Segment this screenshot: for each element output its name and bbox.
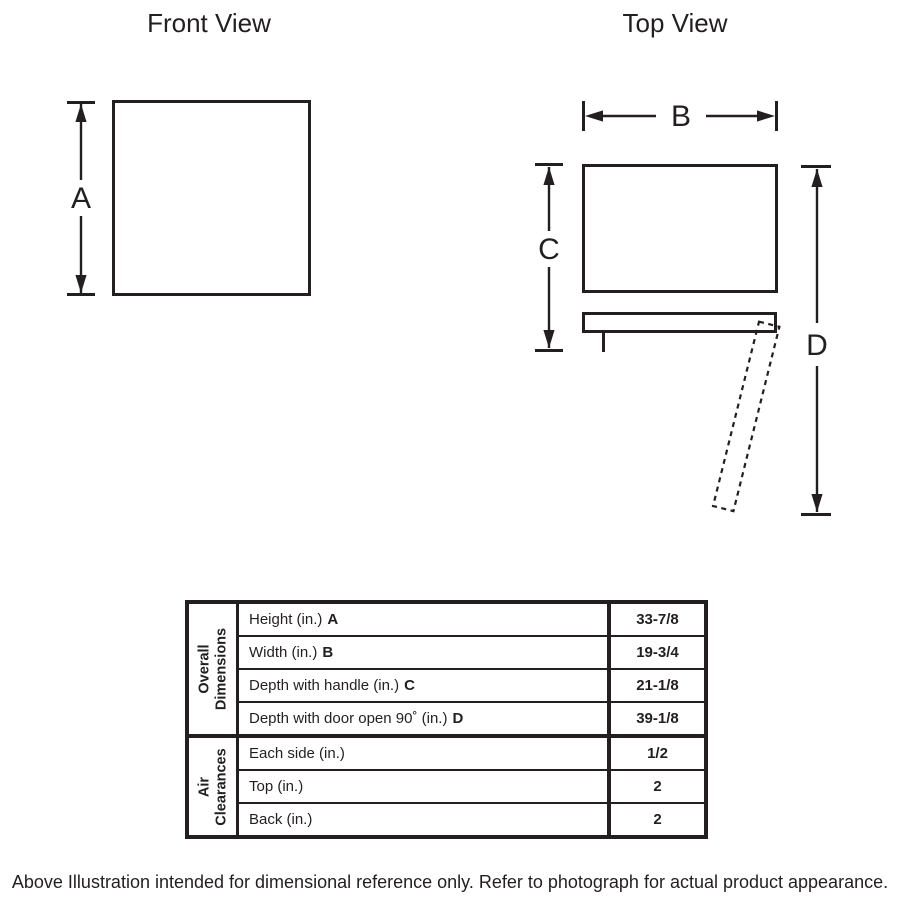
row-label bbox=[239, 670, 607, 701]
top-view-title: Top View bbox=[622, 8, 728, 38]
table-row bbox=[239, 802, 704, 835]
row-label bbox=[239, 738, 607, 769]
dim-label-d: D bbox=[806, 329, 828, 362]
top-view-door-open-dashed bbox=[713, 322, 779, 511]
table-row bbox=[239, 769, 704, 802]
row-label bbox=[239, 604, 607, 635]
table-row bbox=[239, 701, 704, 734]
air-clearances-rows bbox=[239, 738, 704, 835]
front-view-cabinet-outline bbox=[114, 102, 310, 295]
dim-label-a: A bbox=[70, 182, 92, 215]
row-value: 2 bbox=[607, 804, 704, 835]
row-key-letter: B bbox=[322, 644, 334, 661]
row-value: 1/2 bbox=[607, 738, 704, 769]
overall-dimensions-header-label: Overall Dimensions bbox=[195, 627, 229, 711]
overall-dimensions-section bbox=[189, 604, 704, 734]
row-key-letter: D bbox=[452, 710, 464, 727]
table-row bbox=[239, 635, 704, 668]
dim-label-c: C bbox=[538, 233, 560, 266]
row-label bbox=[239, 703, 607, 734]
row-label bbox=[239, 804, 607, 835]
dim-arrow-c bbox=[535, 165, 563, 351]
table-row bbox=[239, 604, 704, 635]
dim-arrow-b bbox=[584, 100, 777, 133]
row-value: 19-3/4 bbox=[607, 637, 704, 668]
dim-label-b: B bbox=[670, 100, 692, 133]
overall-dimensions-header bbox=[189, 604, 239, 734]
row-value: 21-1/8 bbox=[607, 670, 704, 701]
dimensions-table bbox=[185, 600, 708, 839]
row-label bbox=[239, 771, 607, 802]
air-clearances-header-label: Air Clearances bbox=[195, 747, 229, 826]
row-value: 2 bbox=[607, 771, 704, 802]
air-clearances-section bbox=[189, 734, 704, 835]
row-label-text: Height (in.) bbox=[249, 611, 323, 628]
footnote-text: Above Illustration intended for dimensional reference only. Refer to photograph for actual product appearance. bbox=[11, 872, 889, 892]
dim-arrow-d bbox=[801, 167, 831, 515]
dim-arrow-a bbox=[67, 103, 95, 295]
row-label-text: Depth with door open 90˚ (in.) bbox=[249, 710, 448, 727]
row-key-letter: A bbox=[327, 611, 339, 628]
top-view-cabinet-outline bbox=[584, 166, 777, 292]
row-key-letter: C bbox=[404, 677, 415, 694]
air-clearances-header bbox=[189, 738, 239, 835]
row-label bbox=[239, 637, 607, 668]
row-label-text: Width (in.) bbox=[249, 644, 318, 661]
row-label-text: Each side (in.) bbox=[249, 745, 345, 762]
top-view-door-closed bbox=[584, 314, 776, 332]
front-view-title: Front View bbox=[147, 8, 271, 38]
row-value: 33-7/8 bbox=[607, 604, 704, 635]
table-row bbox=[239, 738, 704, 769]
row-label-text: Top (in.) bbox=[249, 778, 304, 795]
row-label-text: Back (in.) bbox=[249, 811, 313, 828]
row-value: 39-1/8 bbox=[607, 703, 704, 734]
row-label-text: Depth with handle (in.) bbox=[249, 677, 400, 694]
table-row bbox=[239, 668, 704, 701]
overall-dimensions-rows bbox=[239, 604, 704, 734]
